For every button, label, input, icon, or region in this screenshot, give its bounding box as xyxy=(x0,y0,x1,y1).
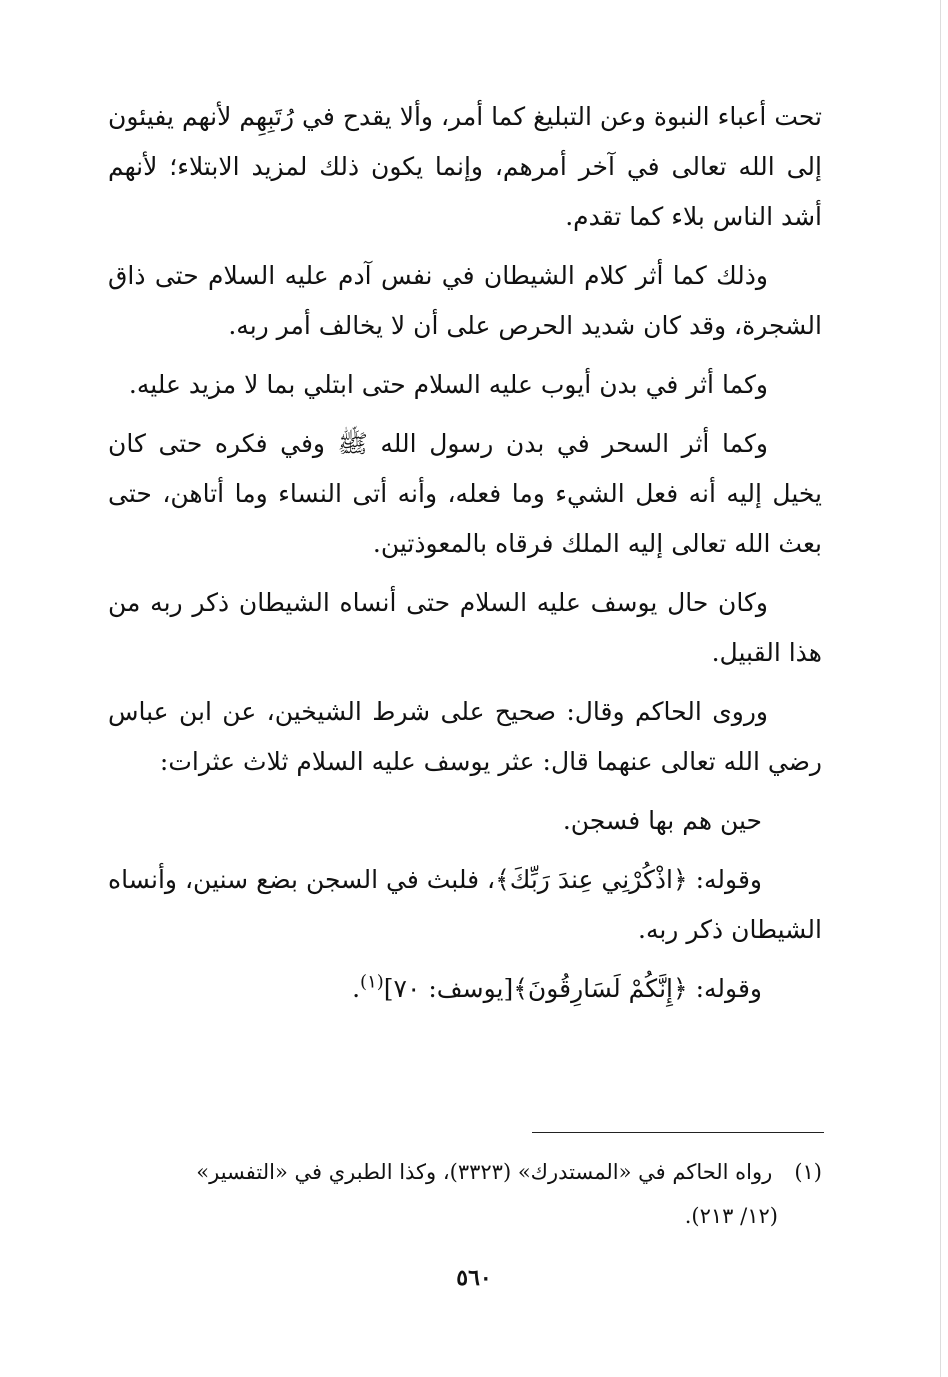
quote-paragraph xyxy=(108,855,822,955)
main-text xyxy=(108,92,822,1023)
footnote-number: (١) xyxy=(794,1160,822,1184)
footnote xyxy=(108,1150,822,1238)
scan-edge-line xyxy=(940,0,941,1377)
page-number: ٥٦٠ xyxy=(456,1265,492,1291)
footnote-continuation: (١٢/ ٢١٣). xyxy=(684,1204,778,1228)
quote-rest: ، فلبث في السجن بضع سنين، وأنساه الشيطان ذكر ربه. xyxy=(108,865,822,944)
paragraph: حين هم بها فسجن. xyxy=(562,806,762,835)
paragraph: تحت أعباء النبوة وعن التبليغ كما أمر، وألا يقدح في رُتَبِهِم لأنهم يفيئون إلى الله تعالى في آخر أمرهم، وإنما يكون ذلك لمزيد الابتلاء؛ لأنهم أشد الناس بلاء كما تقدم. xyxy=(108,102,822,231)
quote-paragraph xyxy=(108,964,822,1014)
quran-verse: ﴿إِنَّكُمْ لَسَارِقُونَ﴾ xyxy=(513,974,688,1003)
quote-lead: وقوله: xyxy=(687,974,762,1003)
paragraph: وذلك كما أثر كلام الشيطان في نفس آدم عليه السلام حتى ذاق الشجرة، وقد كان شديد الحرص على أن لا يخالف أمر ربه. xyxy=(108,261,822,340)
footnote-line xyxy=(108,1150,822,1194)
footnote-reference: (١) xyxy=(360,971,384,993)
sentence-end: . xyxy=(352,974,361,1003)
footnote-text: رواه الحاكم في «المستدرك» (٣٣٢٣)، وكذا الطبري في «التفسير» xyxy=(196,1160,773,1184)
verse-citation: [يوسف: ٧٠] xyxy=(383,974,514,1003)
quote-lead: وقوله: xyxy=(687,865,762,894)
footnote-separator xyxy=(532,1132,824,1133)
paragraph: وكما أثر السحر في بدن رسول الله ﷺ وفي فكره حتى كان يخيل إليه أنه فعل الشيء وما فعله، وأنه أتى النساء وما أتاهن، حتى بعث الله تعالى إليه الملك فرقاه بالمعوذتين. xyxy=(108,429,822,558)
quran-verse: ﴿اذْكُرْنِي عِندَ رَبِّكَ﴾ xyxy=(495,865,688,894)
paragraph: وروى الحاكم وقال: صحيح على شرط الشيخين، عن ابن عباس رضي الله تعالى عنهما قال: عثر يوسف عليه السلام ثلاث عثرات: xyxy=(108,697,822,776)
paragraph: وكان حال يوسف عليه السلام حتى أنساه الشيطان ذكر ربه من هذا القبيل. xyxy=(108,588,822,667)
paragraph: وكما أثر في بدن أيوب عليه السلام حتى ابتلي بما لا مزيد عليه. xyxy=(128,370,768,399)
